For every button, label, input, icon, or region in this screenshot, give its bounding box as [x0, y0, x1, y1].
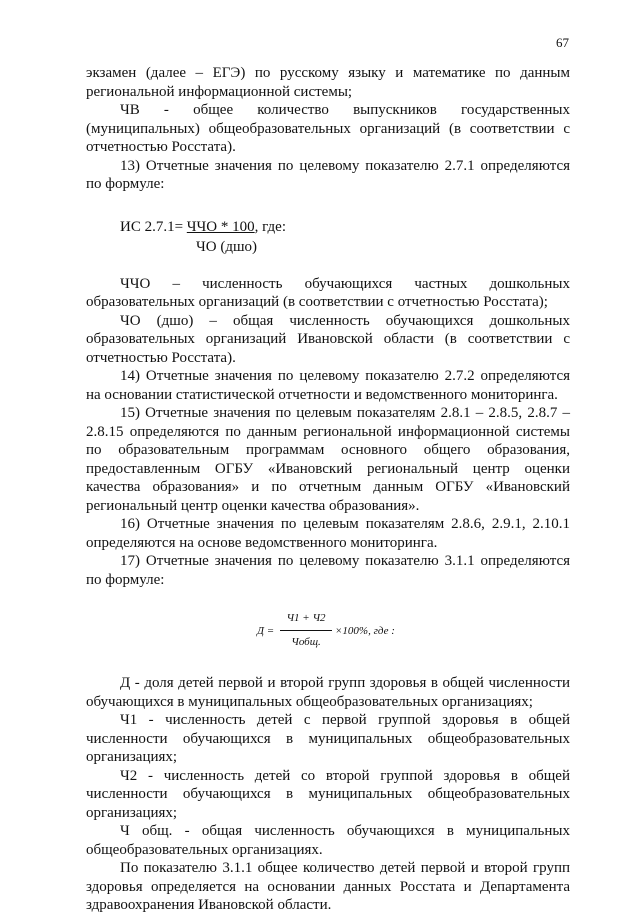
paragraph: Ч общ. - общая численность обучающихся в муниципальных общеобразовательных организациях.: [86, 823, 570, 858]
paragraph: 17) Отчетные значения по целевому показателю 3.1.1 определяются по формуле:: [86, 553, 570, 588]
formula-3-1-1: [86, 589, 570, 669]
paragraph: ЧО (дшо) – общая численность обучающихся дошкольных образовательных организаций Ивановской области (в соответствии с отчетностью Росстата).: [86, 312, 570, 366]
paragraph: 13) Отчетные значения по целевому показателю 2.7.1 определяются по формуле:: [86, 157, 570, 192]
formula-2-7-1-denominator: ЧО (дшо): [196, 238, 258, 255]
formula-2-7-1-left: ИС 2.7.1=: [120, 218, 187, 235]
paragraph: ЧЧО – численность обучающихся частных дошкольных образовательных организаций (в соответствии с отчетностью Росстата);: [86, 275, 570, 310]
paragraph: Ч1 - численность детей с первой группой здоровья в общей численности обучающихся в муниципальных общеобразовательных организациях;: [86, 712, 570, 765]
paragraph: 16) Отчетные значения по целевым показателям 2.8.6, 2.9.1, 2.10.1 определяются на основе ведомственного мониторинга.: [86, 516, 570, 551]
formula-3-1-1-right: ×100%, где :: [335, 625, 395, 637]
paragraph: экзамен (далее – ЕГЭ) по русскому языку и математике по данным региональной информационной системы;: [86, 65, 570, 100]
paragraph-group-c: [86, 674, 570, 915]
formula-2-7-1-suffix: , где:: [254, 218, 287, 235]
paragraph-group-b: [86, 275, 570, 590]
page-number: 67: [556, 35, 569, 50]
formula-2-7-1-numerator: ЧЧО * 100: [186, 218, 255, 235]
formula-3-1-1-denominator: Чобщ.: [291, 635, 321, 648]
paragraph: Д - доля детей первой и второй групп здоровья в общей численности обучающихся в муниципальных общеобразовательных организациях;: [86, 675, 570, 710]
paragraph: 14) Отчетные значения по целевому показателю 2.7.2 определяются на основании статистической отчетности и ведомственного мониторинга.: [86, 368, 570, 403]
formula-2-7-1: [86, 194, 570, 260]
paragraph-group-a: [86, 64, 570, 194]
formula-3-1-1-fraction: [280, 609, 332, 651]
paragraph: 15) Отчетные значения по целевым показателям 2.8.1 – 2.8.5, 2.8.7 – 2.8.15 определяются по данным региональной информационной системы по образовательным программам основного общего образования, предоставленным ОГБУ «Ивановский региональный центр оценки качества образования» и по отчетным данным ОГБУ «Ивановский региональный центр оценки качества образования».: [86, 405, 570, 514]
formula-3-1-1-numerator: Ч1 + Ч2: [280, 609, 332, 631]
paragraph: Ч2 - численность детей со второй группой здоровья в общей численности обучающихся в муниципальных общеобразовательных организациях;: [86, 767, 570, 821]
paragraph: По показателю 3.1.1 общее количество детей первой и второй групп здоровья определяется на основании данных Росстата и Департамента здравоохранения Ивановской области.: [86, 860, 570, 913]
paragraph: ЧВ - общее количество выпускников государственных (муниципальных) общеобразовательных организаций (в соответствии с отчетностью Росстата).: [86, 102, 570, 155]
formula-3-1-1-left: Д =: [257, 625, 275, 637]
document-body: [86, 64, 570, 915]
